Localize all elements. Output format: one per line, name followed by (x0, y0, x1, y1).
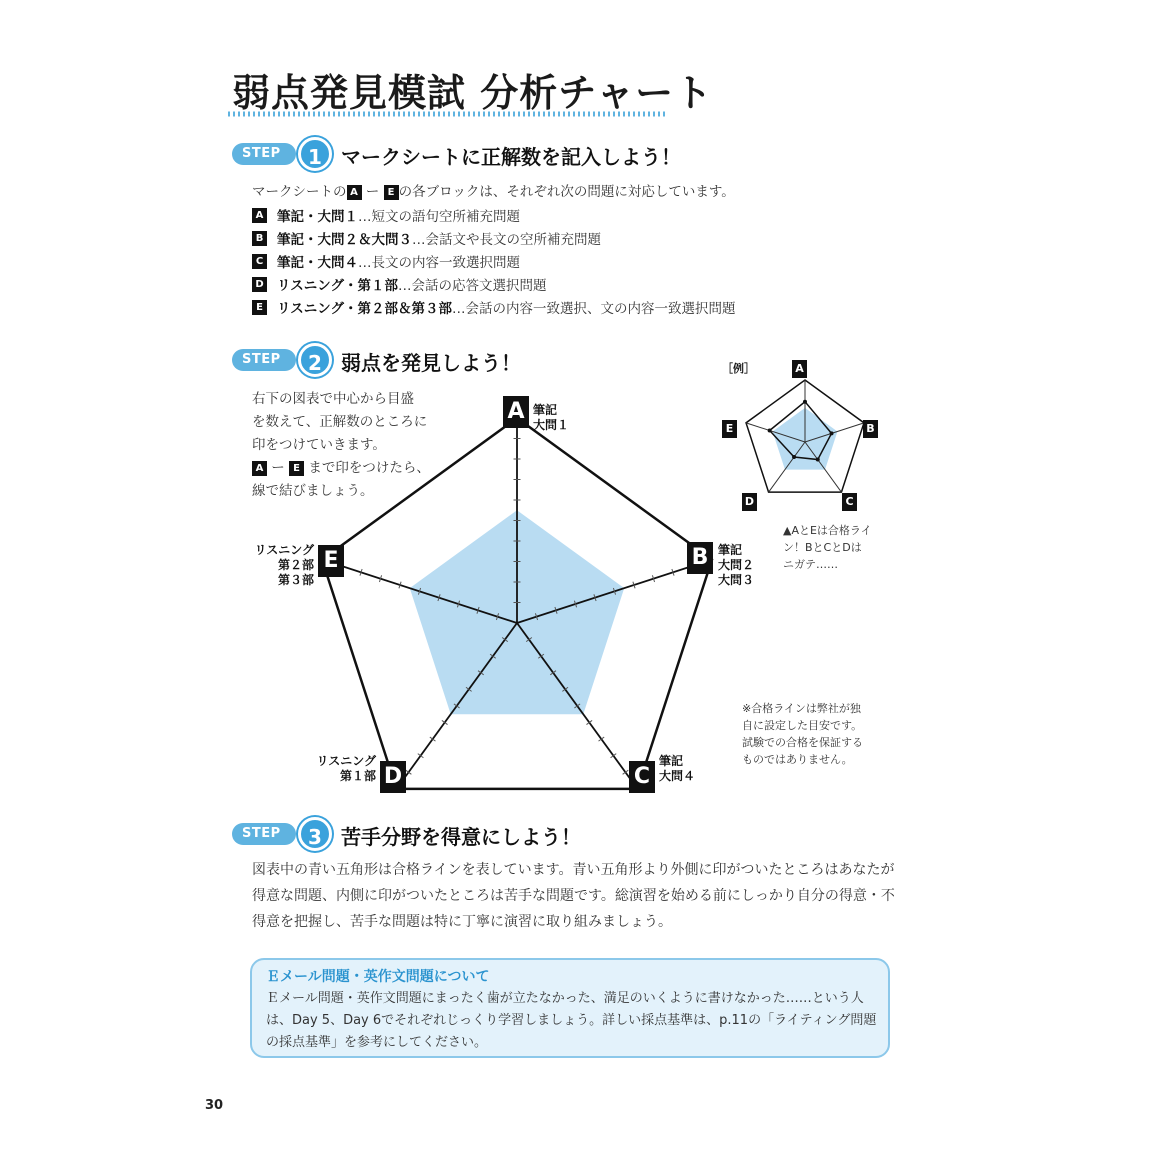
step3-number: 3 (298, 817, 332, 851)
radar-chart (300, 390, 740, 810)
axis-c-box: C (629, 761, 655, 793)
example-c-box: C (842, 493, 857, 511)
infobox-title: Ｅメール問題・英作文問題について (266, 969, 490, 985)
step2-instructions: 右下の図表で中心から目盛 を数えて、正解数のところに 印をつけていきます。 A ー E まで印をつけたら、 線で結びましょう。 (252, 391, 430, 499)
step1-intro: マークシートの A ー E の各ブロックは、それぞれ次の問題に対応しています。 (252, 184, 735, 200)
page-title: 弱点発見模試 分析チャート (232, 71, 714, 115)
axis-a-label: 筆記 大問１ (533, 403, 570, 432)
example-mark-b (830, 431, 834, 435)
axis-e-label: リスニング 第２部 第３部 (254, 543, 314, 587)
axis-b-box: B (687, 542, 713, 574)
axis-d-label: リスニング 第１部 (316, 754, 376, 783)
example-radar-chart (735, 370, 875, 510)
step1-row-d: D リスニング・第１部…会話の応答文選択問題 (252, 274, 546, 294)
example-b-box: B (863, 420, 878, 438)
step1-title: マークシートに正解数を記入しよう！ (341, 145, 681, 169)
example-a-box: A (792, 360, 807, 378)
step3-badge: STEP (232, 823, 296, 845)
step1-badge: STEP (232, 143, 296, 165)
step3-title: 苦手分野を得意にしよう！ (341, 825, 581, 849)
step1-row-b: B 筆記・大問２＆大問３…会話文や長文の空所補充問題 (252, 228, 601, 248)
infobox-body: Ｅメール問題・英作文問題にまったく歯が立たなかった、満足のいくように書けなかった……という人は、Day 5、Day 6でそれぞれじっくり学習しましょう。詳しい採点基準は、p.11の「ライティング問題の採点基準」を参考にしてください。 (266, 991, 877, 1050)
example-d-box: D (742, 493, 757, 511)
step1-number: 1 (298, 137, 332, 171)
step2-title: 弱点を発見しよう！ (341, 351, 521, 375)
email-essay-infobox (250, 958, 890, 1058)
axis-b-label: 筆記 大問２ 大問３ (718, 543, 755, 587)
example-e-box: E (722, 420, 737, 438)
axis-c-label: 筆記 大問４ (659, 754, 696, 783)
axis-d-box: D (380, 761, 406, 793)
example-label: ［例］ (722, 362, 755, 375)
step1-row-a: A 筆記・大問１…短文の語句空所補充問題 (252, 205, 520, 225)
example-caption: ▲AとEは合格ライ ン！BとCとDは ニガテ…… (783, 524, 872, 571)
example-mark-c (816, 458, 820, 462)
axis-e-box: E (318, 545, 344, 577)
page-number: 30 (205, 1098, 224, 1113)
axis-a-box: A (503, 396, 529, 428)
step2-badge: STEP (232, 349, 296, 371)
step2-number: 2 (298, 343, 332, 377)
step1-row-c: C 筆記・大問４…長文の内容一致選択問題 (252, 251, 520, 271)
title-dotted-rule (226, 110, 670, 118)
pass-line-disclaimer: ※合格ラインは弊社が独 自に設定した目安です。 試験での合格を保証する ものではありません。 (742, 702, 863, 766)
key-e-box: E (384, 185, 399, 200)
step3-body: 図表中の青い五角形は合格ラインを表しています。青い五角形より外側に印がついたところはあなたが得意な問題、内側に印がついたところは苦手な問題です。総演習を始める前にしっかり自分の得意・不得意を把握し、苦手な問題は特に丁寧に演習に取り組みましょう。 (252, 862, 895, 930)
example-mark-d (792, 455, 796, 459)
example-mark-a (803, 400, 807, 404)
example-mark-e (768, 429, 772, 433)
step1-row-e: E リスニング・第２部＆第３部…会話の内容一致選択、文の内容一致選択問題 (252, 297, 735, 317)
key-a-box: A (347, 185, 362, 200)
